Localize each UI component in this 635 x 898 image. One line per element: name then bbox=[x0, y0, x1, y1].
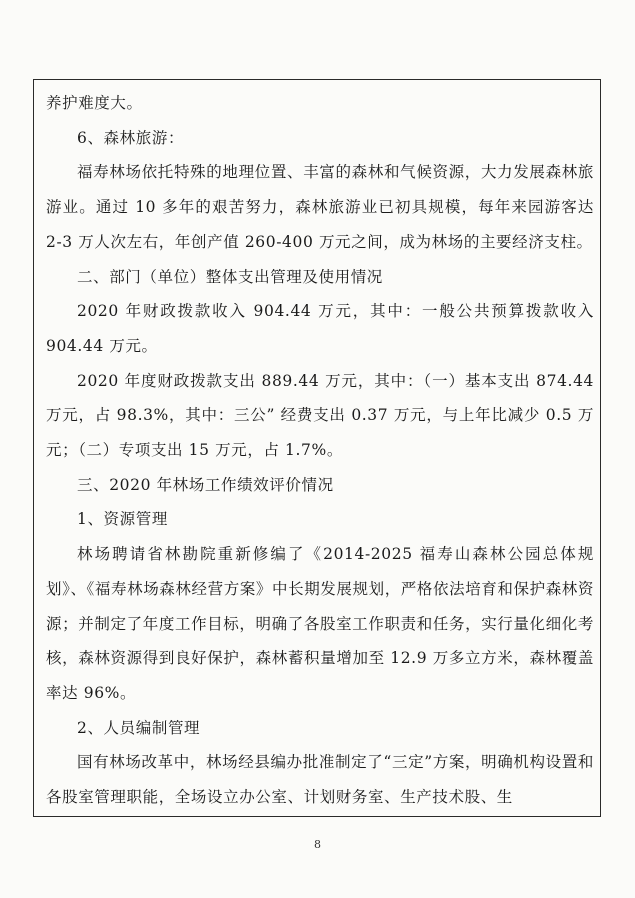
paragraph-resource-management: 林场聘请省林勘院重新修编了《2014-2025 福寿山森林公园总体规划》、《福寿林场森林经营方案》中长期发展规划，严格依法培育和保护森林资源；并制定了年度工作目标，明确了各股室工作职责和任务，实行量化细化考核，森林资源得到良好保护，森林蓄积量增加至 12.9 万多立方米，森林覆盖率达 96%。 bbox=[46, 545, 595, 702]
heading-forest-tourism: 6、森林旅游： bbox=[77, 128, 185, 147]
heading-resource-management: 1、资源管理 bbox=[77, 510, 168, 529]
paragraph-continuation: 养护难度大。 bbox=[46, 94, 143, 112]
heading-expenditure-management: 二、部门（单位）整体支出管理及使用情况 bbox=[77, 267, 383, 286]
paragraph-forest-tourism: 福寿林场依托特殊的地理位置、丰富的森林和气候资源，大力发展森林旅游业。通过 10 多年的艰苦努力，森林旅游业已初具规模，每年来园游客达 2-3 万人次左右，年创产值 260-400 万元之间，成为林场的主要经济支柱。 bbox=[46, 163, 594, 251]
paragraph-staffing-management: 国有林场改革中，林场经县编办批准制定了“三定”方案，明确机构设置和各股室管理职能，全场设立办公室、计划财务室、生产技术股、生 bbox=[46, 753, 594, 807]
paragraph-expenditure: 2020 年度财政拨款支出 889.44 万元，其中：（一）基本支出 874.44 万元，占 98.3%，其中：三公” 经费支出 0.37 万元，与上年比减少 0.5 万元；（二）专项支出 15 万元，占 1.7%。 bbox=[46, 371, 594, 460]
paragraph-revenue: 2020 年财政拨款收入 904.44 万元，其中：一般公共预算拨款收入 904.44 万元。 bbox=[46, 302, 594, 355]
heading-performance-evaluation: 三、2020 年林场工作绩效评价情况 bbox=[77, 475, 334, 494]
page-number: 8 bbox=[314, 838, 321, 851]
body-text bbox=[46, 86, 594, 815]
heading-staffing-management: 2、人员编制管理 bbox=[77, 718, 201, 737]
